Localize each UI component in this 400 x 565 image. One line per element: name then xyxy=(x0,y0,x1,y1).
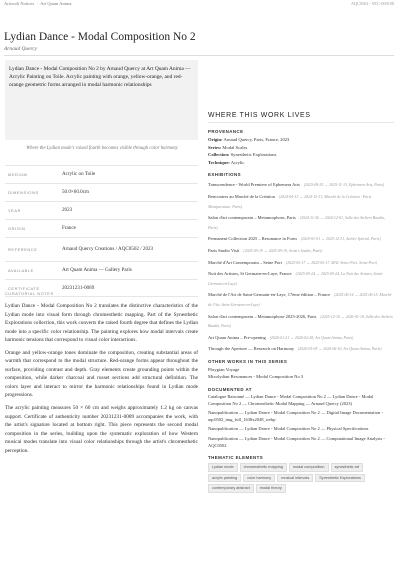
provenance-collection xyxy=(208,151,394,159)
facts-table xyxy=(5,165,198,297)
divider xyxy=(208,122,394,123)
divider xyxy=(4,55,394,56)
where-this-work-lives xyxy=(208,112,394,493)
header xyxy=(0,0,400,34)
exhibition-date: (2025-06-14 → 2025-06-15, Marché de l'Art, Saint-Germain-en-Laye) xyxy=(208,293,392,307)
fact-value: France xyxy=(62,225,76,232)
fact-value[interactable]: Art Quam Anima — Gallery Paris xyxy=(62,267,132,274)
fact-key: ORIGIN xyxy=(8,226,26,231)
exhibition-item xyxy=(208,191,394,210)
provenance-value: Synesthetic Explorations xyxy=(229,152,277,158)
documentation-link[interactable]: Nanopublication — Lydian Dance - Modal Composition No 2 — Digital Image Documentation - aqc0502_img_full_1638x2048_webp xyxy=(208,410,383,422)
section-heading: WHERE THIS WORK LIVES xyxy=(208,112,311,119)
fact-key: CERTIFICATE xyxy=(8,285,40,291)
exhibition-date: (2024-04-13 → 2024-12-31, Marché de la Création - Paris Montparnasse, Paris) xyxy=(208,194,372,209)
other-works-heading: OTHER WORKS IN THIS SERIES xyxy=(208,358,288,364)
breadcrumb-item-notices[interactable]: Artwork Notices xyxy=(4,1,35,6)
artist-name[interactable]: Arnaud Quercy xyxy=(4,46,38,52)
fact-row-origin xyxy=(5,219,198,237)
breadcrumb-item-gallery[interactable]: Art Quam Anima xyxy=(40,1,72,6)
exhibition-item xyxy=(208,212,394,231)
fact-key: REFERENCE xyxy=(8,247,38,252)
curatorial-notes-label: CURATORIAL NOTES xyxy=(5,291,54,296)
theme-tag[interactable]: modal composition xyxy=(289,463,329,472)
exhibition-name[interactable]: Marché de l'Art de Saint-Germain-en-Laye, 17ème édition – France xyxy=(208,292,331,298)
theme-tag[interactable]: chromesthetic mapping xyxy=(240,463,287,472)
fact-row-reference xyxy=(5,237,198,261)
notes-paragraph: The acrylic painting measures 50 × 60 cm and weighs approximately 1.2 kg on canvas support. Certificate of authenticity number 20231231-0089 accompanies the work, with the artist's signature located at bottom right. This piece represents the second modal composition in the series, building upon the systematic exploration of how Western musical modes translate into visual color relationships through the artist's chromesthetic perception. xyxy=(5,405,198,454)
theme-tag[interactable]: color harmony xyxy=(243,474,275,483)
exhibition-name[interactable]: Marché d'Art Contemporain – Seine Port xyxy=(208,259,282,265)
exhibition-name[interactable]: Nuit des Artistes, St Germain-en-Laye, France xyxy=(208,271,292,277)
fact-value: Arnaud Quercy Creations / AQC0502 / 2023 xyxy=(62,246,154,253)
theme-tags xyxy=(208,463,394,493)
exhibition-date: (2025-12-16 → 2026-01-10, Salle des Ateliers Baudin, Paris) xyxy=(208,314,393,329)
exhibition-item xyxy=(208,245,394,255)
documented-heading: DOCUMENTED AT xyxy=(208,387,252,393)
exhibition-date: (2025-05-17 → 2025-05-17, MAC Seine-Port, Seine-Port) xyxy=(285,260,378,265)
exhibition-name[interactable]: Rencontres au Marché de la Création xyxy=(208,193,275,199)
exhibition-item xyxy=(208,233,394,243)
exhibition-name[interactable]: Through the Aperture — Research on Harmony xyxy=(208,346,294,352)
documentation-link[interactable]: Catalogue Raisonné — Lydian Dance - Modal Composition No 2 — Lydian Dance - Modal Composition No 2 — Chromesthetic Modal Mapping — Arnaud Quercy (2023) xyxy=(208,394,374,406)
exhibition-date: (2025-01-01 → 2025-12-31, Atelier Spécial, Paris) xyxy=(300,237,381,242)
fact-value: 2023 xyxy=(62,207,73,214)
provenance-heading: PROVENANCE xyxy=(208,129,244,134)
exhibition-date: (2025-05-19 → 2025-05-19, Artist's Studio, Paris) xyxy=(243,248,323,253)
documentation-link[interactable]: Nanopublication — Lydian Dance - Modal Composition No 2 — Physical Specifications xyxy=(208,426,369,432)
fact-value: 20231231-0089 xyxy=(62,284,95,291)
exhibition-date: (2025-09-29 → 2025-11-13, Ephemera Arts, Paris) xyxy=(303,183,385,188)
fact-row-year xyxy=(5,201,198,219)
provenance-technique xyxy=(208,159,394,167)
notes-paragraph: Lydian Dance - Modal Composition No 2 translates the distinctive characteristics of the Lydian mode into visual form through chromesthetic mapping. Part of the Synesthetic Explorations collection, this work converts the raised fourth degree that defines the Lydian mode into a specific color relationship. The painting explores how modal intervals create harmonic tensions that correspond to visual color interactions. xyxy=(5,303,198,344)
reference-code: AQC0502 - NTC-000198 xyxy=(350,1,394,6)
exhibition-name[interactable]: Salon d'art contemporain – Metamorphose, Paris xyxy=(208,215,296,221)
exhibition-date: (2026-01-21 → 2026-02-28, Art Quam Anima, Paris) xyxy=(269,335,354,340)
theme-tag[interactable]: Lydian mode xyxy=(208,463,238,472)
exhibition-item xyxy=(208,311,394,330)
fact-value: 50.0×60.0cm xyxy=(62,189,89,196)
exhibition-name[interactable]: Salon d'art contemporain – Metamorphose 2025-2026, Paris xyxy=(208,313,317,319)
theme-tag[interactable]: Synesthetic Explorations xyxy=(315,474,365,483)
theme-tag[interactable]: synesthetic art xyxy=(331,463,363,472)
fact-key: YEAR xyxy=(8,208,21,213)
fact-value: Acrylic on Toile xyxy=(62,171,96,178)
summary-box xyxy=(5,60,198,140)
other-work-link[interactable]: Phrygian Voyage xyxy=(208,366,240,372)
provenance-origin xyxy=(208,136,394,144)
fact-row-medium xyxy=(5,165,198,183)
exhibition-item xyxy=(208,268,394,287)
provenance-series xyxy=(208,144,394,152)
fact-row-dimensions xyxy=(5,183,198,201)
provenance-value: Modal Scales xyxy=(221,144,248,150)
exhibition-item xyxy=(208,289,394,308)
breadcrumb-separator: · xyxy=(35,1,40,6)
exhibition-date: (2026-03-05 → 2026-06-30, Art Quam Anima, Paris) xyxy=(297,347,382,352)
theme-tag[interactable]: musical intervals xyxy=(277,474,313,483)
exhibition-name[interactable]: Art Quam Anima – Pre-opening xyxy=(208,334,266,340)
exhibition-item xyxy=(208,332,394,342)
theme-tag[interactable]: modal theory xyxy=(256,484,286,493)
exhibition-item xyxy=(208,257,394,267)
exhibition-name[interactable]: Paris Studio Visit xyxy=(208,247,240,253)
fact-key: AVAILABLE xyxy=(8,268,34,273)
exhibition-date: (2024-11-26 → 2024-12-01, Salle des Ateliers Baudin, Paris) xyxy=(208,216,386,230)
other-work-link[interactable]: Mixolydian Resonances - Modal Composition No 3 xyxy=(208,374,304,380)
theme-tag[interactable]: acrylic painting xyxy=(208,474,241,483)
breadcrumb xyxy=(4,1,71,6)
exhibitions-heading: EXHIBITIONS xyxy=(208,172,242,178)
fact-key: DIMENSIONS xyxy=(8,190,39,195)
summary-text: Lydian Dance - Modal Composition No 2 by Arnaud Quercy at Art Quam Anima — Acrylic Painting on Toile. Acrylic painting with orange, yellow-orange, and red-orange geometric forms arranged in modal harmonic relationships xyxy=(9,66,191,89)
exhibition-name[interactable]: Permanent Collection 2025 – Resonance in Form xyxy=(208,236,297,242)
provenance-value: Arnaud Quercy, Paris, France, 2023 xyxy=(222,137,290,142)
documentation-link[interactable]: Nanopublication — Lydian Dance - Modal Composition No 2 — Computational Image Analysis - AQC0502 xyxy=(208,436,385,448)
provenance-value: Acrylic xyxy=(229,159,245,165)
notes-paragraph: Orange and yellow-orange tones dominate the composition, creating substantial areas of warmth that correspond to the modal structure. Red-orange forms appear throughout the surface, providing contrast and depth. Gray elements create grounding points within the composition, while darker charcoal and russet sections add structural definition. The colors layer and interact to mirror the harmonic relationships found in Lydian mode progressions. xyxy=(5,349,198,399)
page-title: Lydian Dance - Modal Composition No 2 xyxy=(4,31,196,43)
exhibition-item xyxy=(208,179,394,189)
provenance-key: Collection: xyxy=(208,152,230,158)
theme-tag[interactable]: contemporary abstract xyxy=(208,484,254,493)
fact-key: MEDIUM xyxy=(8,172,28,177)
fact-row-available xyxy=(5,261,198,279)
curatorial-notes xyxy=(5,302,198,459)
artwork-caption: Where the Lydian mode's raised fourth becomes visible through color harmony xyxy=(26,146,178,151)
exhibition-item xyxy=(208,343,394,353)
exhibition-name[interactable]: Transcendence - World Premiere of Ephemera Arts xyxy=(208,182,300,188)
provenance-key: Origin: xyxy=(208,137,223,142)
provenance-key: Technique: xyxy=(208,159,230,165)
provenance-key: Series: xyxy=(208,144,222,150)
exhibition-date: (2025-05-24 → 2025-05-24, La Nuit des Artistes, Saint-Germain-en-Laye) xyxy=(208,272,383,286)
themes-heading: THEMATIC ELEMENTS xyxy=(208,455,264,461)
